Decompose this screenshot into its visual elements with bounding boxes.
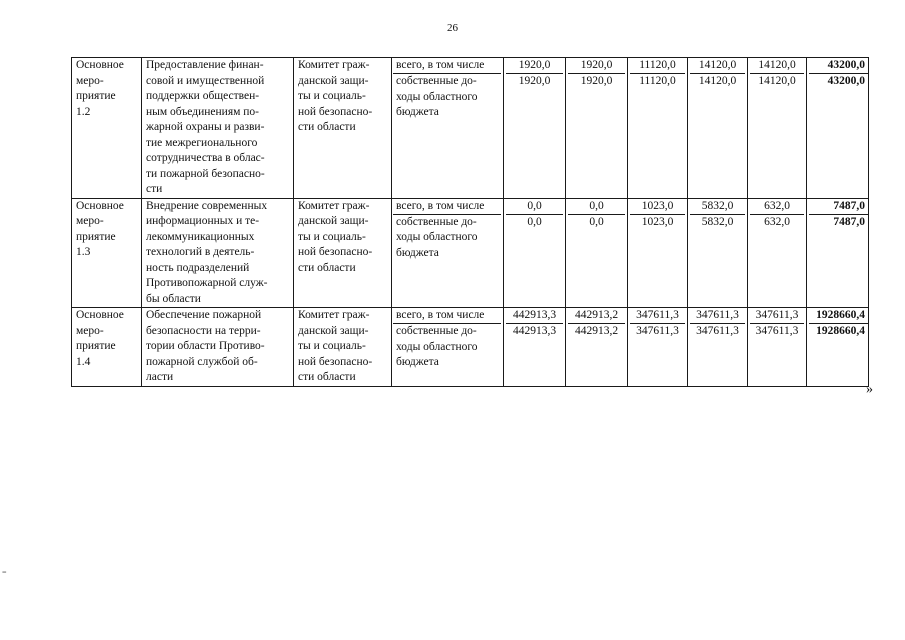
source-total-label: всего, в том числе: [393, 58, 501, 74]
funding-source-cell: [392, 198, 504, 308]
value-cell: [688, 308, 748, 387]
value-total: 0,0: [506, 199, 563, 215]
value-total: 1023,0: [630, 199, 685, 215]
budget-table: [71, 57, 869, 387]
value-own: 11120,0: [639, 75, 676, 87]
value-cell: [628, 308, 688, 387]
value-own: 5832,0: [701, 215, 734, 228]
value-total: 347611,3: [750, 308, 804, 324]
margin-mark: =: [2, 568, 7, 577]
value-sum-cell: [807, 58, 869, 199]
value-total: 442913,2: [568, 308, 625, 324]
source-own-label: собственные до- ходы областного бюджета: [396, 215, 478, 259]
source-own-label: собственные до- ходы областного бюджета: [396, 325, 478, 368]
funding-source-cell: [392, 58, 504, 199]
value-total: 11120,0: [630, 58, 685, 74]
value-cell: [748, 198, 807, 308]
value-cell: [628, 198, 688, 308]
value-sum-cell: [807, 198, 869, 308]
value-total: 1920,0: [506, 58, 563, 74]
activity-description-cell: Предоставление финан- совой и имущественной поддержки обществен- ным объединениям по- жарной охраны и разви- тие межрегионального сотрудничества в облас- ти пожарной безопасно- сти: [142, 58, 294, 199]
value-cell: [566, 58, 628, 199]
value-own: 0,0: [589, 215, 604, 228]
value-cell: [504, 58, 566, 199]
value-own: 0,0: [527, 215, 542, 228]
executor-cell: Комитет граж- данской защи- ты и социаль- ной безопасно- сти области: [294, 308, 392, 387]
value-total: 1928660,4: [809, 308, 868, 324]
value-total: 14120,0: [690, 58, 745, 74]
value-total: 1920,0: [568, 58, 625, 74]
value-sum-cell: [807, 308, 869, 387]
value-total: 0,0: [568, 199, 625, 215]
table-row: [72, 198, 869, 308]
source-total-label: всего, в том числе: [393, 308, 501, 324]
closing-quote: »: [866, 382, 873, 397]
executor-cell: Комитет граж- данской защи- ты и социаль- ной безопасно- сти области: [294, 198, 392, 308]
value-own: 347611,3: [636, 325, 679, 337]
value-own: 14120,0: [698, 75, 737, 87]
value-cell: [504, 308, 566, 387]
value-total: 632,0: [750, 199, 804, 215]
executor-cell: Комитет граж- данской защи- ты и социаль- ной безопасно- сти области: [294, 58, 392, 199]
value-own: 347611,3: [696, 325, 739, 337]
activity-type-cell: Основное меро- приятие 1.2: [72, 58, 142, 199]
source-total-label: всего, в том числе: [393, 199, 501, 215]
activity-description-cell: Обеспечение пожарной безопасности на терри- тории области Противо- пожарной службой об- ласти: [142, 308, 294, 387]
activity-type-cell: Основное меро- приятие 1.4: [72, 308, 142, 387]
value-own: 632,0: [764, 215, 790, 228]
value-cell: [566, 198, 628, 308]
value-total: 7487,0: [809, 199, 868, 215]
value-cell: [504, 198, 566, 308]
value-cell: [688, 58, 748, 199]
value-own: 1928660,4: [816, 325, 865, 337]
value-own: 442913,3: [512, 325, 557, 337]
value-own: 43200,0: [827, 75, 865, 87]
value-own: 347611,3: [755, 325, 799, 337]
value-own: 442913,2: [574, 325, 619, 337]
value-own: 7487,0: [833, 215, 865, 228]
value-cell: [566, 308, 628, 387]
table-row: [72, 58, 869, 199]
value-cell: [748, 308, 807, 387]
value-cell: [628, 58, 688, 199]
value-own: 1023,0: [641, 215, 674, 228]
value-total: 14120,0: [750, 58, 804, 74]
value-own: 1920,0: [518, 75, 551, 87]
value-total: 5832,0: [690, 199, 745, 215]
value-own: 14120,0: [758, 75, 796, 87]
value-cell: [688, 198, 748, 308]
value-total: 43200,0: [809, 58, 868, 74]
value-total: 347611,3: [690, 308, 745, 324]
value-own: 1920,0: [580, 75, 613, 87]
value-cell: [748, 58, 807, 199]
page-number: 26: [447, 22, 458, 34]
activity-type-cell: Основное меро- приятие 1.3: [72, 198, 142, 308]
source-own-label: собственные до- ходы областного бюджета: [396, 75, 478, 118]
table-row: [72, 308, 869, 387]
funding-source-cell: [392, 308, 504, 387]
activity-description-cell: Внедрение современных информационных и те- лекоммуникационных технологий в деятель- ность подразделений Противопожарной служ- бы области: [142, 198, 294, 308]
value-total: 347611,3: [630, 308, 685, 324]
value-total: 442913,3: [506, 308, 563, 324]
